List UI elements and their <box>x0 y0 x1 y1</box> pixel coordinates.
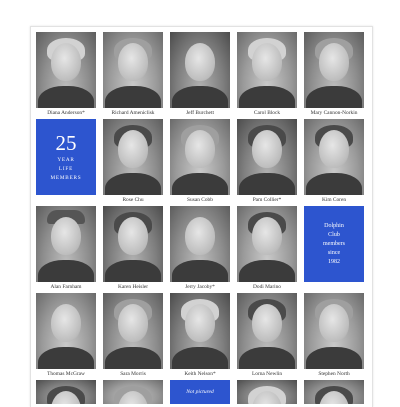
member-photo <box>237 119 297 195</box>
member-name: Thomas McGraw <box>47 371 85 377</box>
member-card-partial <box>237 380 297 404</box>
member-card <box>237 293 297 380</box>
member-photo <box>304 119 364 195</box>
member-photo <box>170 119 230 195</box>
member-card <box>36 206 96 293</box>
member-card-partial <box>304 380 364 404</box>
not-pictured-panel <box>170 380 230 404</box>
member-photo <box>237 380 297 404</box>
member-photo <box>304 380 364 404</box>
member-photo <box>36 293 96 369</box>
member-card <box>170 32 230 119</box>
member-name: Jeff Burchett <box>186 110 214 116</box>
life-members-text: YEAR LIFE MEMBERS <box>50 156 82 181</box>
life-members-panel <box>36 119 96 206</box>
member-card <box>170 206 230 293</box>
member-photo <box>103 380 163 404</box>
member-photo <box>170 32 230 108</box>
member-card <box>103 293 163 380</box>
member-photo <box>36 32 96 108</box>
club-members-panel <box>304 206 364 293</box>
member-photo-grid <box>36 32 364 404</box>
member-name: Carol Block <box>253 110 281 116</box>
member-photo <box>103 206 163 282</box>
member-photo <box>103 32 163 108</box>
member-card <box>237 119 297 206</box>
member-name: Karen Heisler <box>117 284 149 290</box>
member-photo <box>103 293 163 369</box>
member-card <box>304 293 364 380</box>
member-name: Lorna Newlin <box>251 371 283 377</box>
member-photo <box>36 206 96 282</box>
member-card <box>237 32 297 119</box>
member-name: Richard Ameniclisk <box>111 110 155 116</box>
member-photo <box>170 293 230 369</box>
member-photo <box>36 380 96 404</box>
member-photo <box>170 206 230 282</box>
page-sheet <box>30 26 373 407</box>
member-name: Mary Cannon-Norkin <box>310 110 358 116</box>
member-card <box>170 293 230 380</box>
member-name: Rose Chu <box>122 197 144 203</box>
member-name: Keith Nelson* <box>184 371 216 377</box>
member-photo <box>103 119 163 195</box>
member-name: Jerry Jacoby* <box>185 284 215 290</box>
member-card <box>103 32 163 119</box>
member-card <box>304 32 364 119</box>
member-card-partial <box>103 380 163 404</box>
member-name: Pam Collier* <box>252 197 282 203</box>
member-card <box>304 119 364 206</box>
club-members-text: Dolphin Club members since 1982 <box>323 222 345 265</box>
member-card <box>103 119 163 206</box>
member-photo <box>304 293 364 369</box>
member-photo <box>237 32 297 108</box>
member-name: Dodi Marino <box>253 284 281 290</box>
member-name: Sara Morris <box>120 371 146 377</box>
member-name: Alan Farnham <box>50 284 82 290</box>
member-name: Diana Anderson* <box>47 110 85 116</box>
member-card <box>36 32 96 119</box>
member-photo <box>304 32 364 108</box>
member-card <box>170 119 230 206</box>
life-members-number: 25 <box>55 130 77 155</box>
member-photo <box>237 293 297 369</box>
not-pictured-text: Not pictured <box>186 388 214 395</box>
member-name: Susan Cobb <box>187 197 213 203</box>
member-card-partial <box>36 380 96 404</box>
member-card <box>36 293 96 380</box>
member-name: Kim Coren <box>321 197 347 203</box>
member-name: Stephen North <box>318 371 350 377</box>
member-card <box>237 206 297 293</box>
member-card <box>103 206 163 293</box>
member-photo <box>237 206 297 282</box>
